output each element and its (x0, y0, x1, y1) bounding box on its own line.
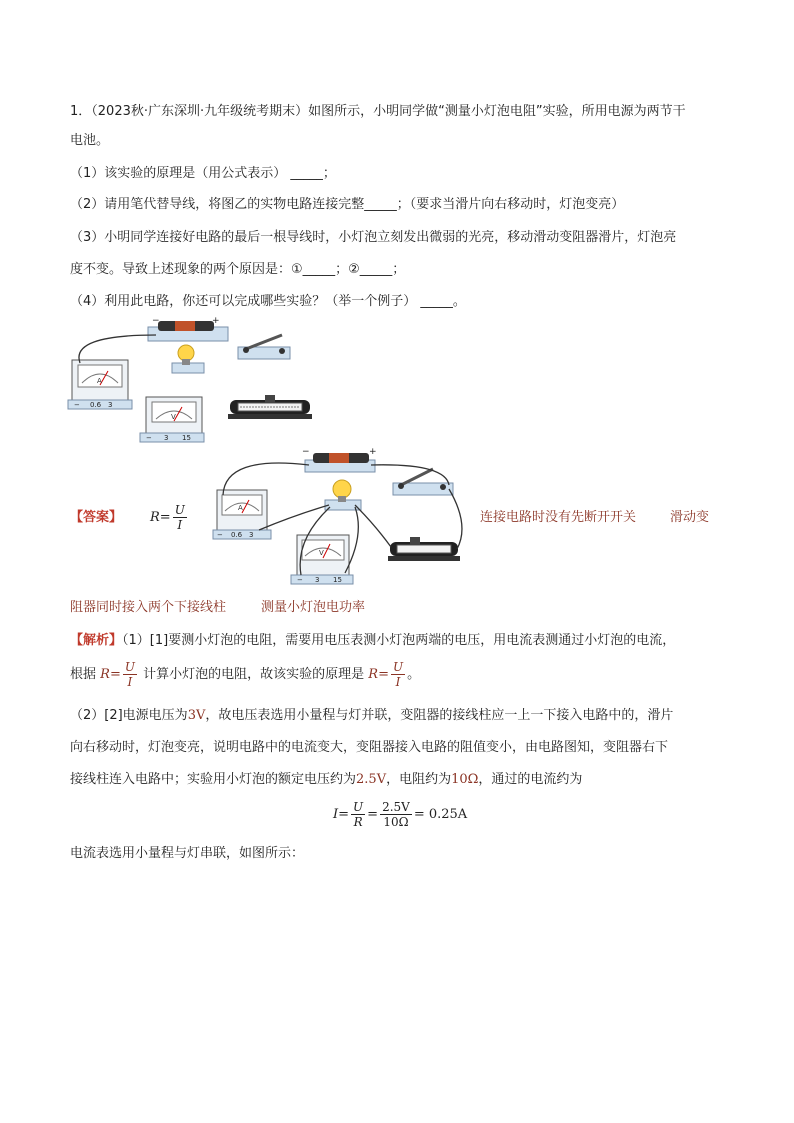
answer-fraction-num: U (174, 503, 185, 517)
analysis-line-5-post: ，通过的电流约为 (478, 772, 583, 787)
analysis-line-3-post: ，故电压表选用小量程与灯并联，变阻器的接线柱应一上一下接入电路中的，滑片 (205, 708, 674, 723)
analysis-line-5-mid: ，电阻约为 (386, 772, 452, 787)
answer-fraction-den: I (177, 518, 183, 532)
switch-answer (393, 469, 453, 495)
analysis-r-1: R (100, 667, 110, 682)
answer-fraction (173, 503, 187, 532)
voltmeter (140, 397, 204, 442)
battery-plus: + (212, 316, 220, 326)
voltmeter-tick-0: − (146, 434, 152, 442)
eq-fraction-2-num: 2.5V (382, 800, 410, 814)
figure-components (60, 315, 320, 445)
battery-minus: − (152, 316, 160, 326)
question-line-2: 电池。 (70, 133, 110, 148)
voltmeter-answer-tick-2: 15 (333, 576, 342, 584)
question-part-4: （4）利用此电路，你还可以完成哪些实验？（举一个例子） _____。 (70, 294, 466, 309)
analysis-line-5-resistance: 10Ω (451, 772, 479, 787)
voltmeter-tick-1: 3 (164, 434, 169, 442)
analysis-line-3-voltage: 3V (187, 708, 206, 723)
eq-fraction-1-num: U (353, 800, 364, 814)
answer-tag: 【答案】 (70, 510, 123, 525)
analysis-line-2-mid: 计算小灯泡的电阻，故该实验的原理是 (143, 667, 365, 682)
question-part-3a: （3）小明同学连接好电路的最后一根导线时，小灯泡立刻发出微弱的光亮，移动滑动变阻器滑片，灯泡亮 (70, 230, 677, 245)
voltmeter-answer-symbol: V (319, 549, 324, 557)
answer-text-1: 连接电路时没有先断开开关 (480, 510, 637, 525)
analysis-line-3-pre: （2）[2]电源电压为 (70, 708, 188, 723)
ammeter-answer-tick-0: − (217, 531, 223, 539)
analysis-fraction-2 (391, 660, 405, 689)
eq-result: = 0.25A (413, 807, 468, 822)
analysis-line-1 (70, 631, 675, 651)
analysis-line-4: 向右移动时，灯泡变亮，说明电路中的电流变大，变阻器接入电路的阻值变小，由电路图知，变阻器右下 (70, 740, 669, 755)
analysis-line-3 (70, 706, 673, 726)
question-line-1: 1．（2023秋·广东深圳·九年级统考期末）如图所示，小明同学做“测量小灯泡电阻”实验，所用电源为两节干 (70, 104, 686, 119)
answer-text-4: 测量小灯泡电功率 (261, 600, 366, 615)
bulb (172, 345, 204, 373)
switch (238, 335, 290, 359)
eq-fraction-2-den: 10Ω (383, 815, 409, 829)
question-part-2: （2）请用笔代替导线，将图乙的实物电路连接完整_____；（要求当滑片向右移动时，灯泡变亮） (70, 197, 625, 212)
question-part-3b: 度不变。导致上述现象的两个原因是：①_____；②_____； (70, 262, 406, 277)
voltmeter-symbol: V (171, 413, 176, 421)
figure-answer-circuit (205, 445, 470, 590)
battery-answer (302, 447, 377, 472)
ammeter-tick-1: 0.6 (90, 401, 102, 409)
analysis-fraction-1-num: U (124, 660, 135, 674)
analysis-fraction-1-den: I (127, 675, 133, 689)
ammeter-tick-0: − (74, 401, 80, 409)
analysis-eq-2: = (378, 667, 389, 682)
eq-i: I (333, 807, 339, 822)
analysis-fraction-1 (123, 660, 137, 689)
voltmeter-answer-tick-1: 3 (315, 576, 320, 584)
analysis-fraction-2-num: U (392, 660, 404, 674)
ammeter-answer-tick-1: 0.6 (231, 531, 243, 539)
analysis-tag: 【解析】 (70, 633, 123, 648)
answer-formula (150, 503, 189, 533)
analysis-line-2-end: 。 (407, 667, 421, 682)
analysis-fraction-2-den: I (395, 675, 401, 689)
ammeter (68, 360, 132, 409)
analysis-eq-1: = (109, 667, 121, 682)
analysis-line-2-pre: 根据 (70, 667, 97, 682)
rheostat-answer (388, 537, 460, 561)
analysis-line-1-text: （1）[1]要测小灯泡的电阻，需要用电压表测小灯泡两端的电压，用电流表测通过小灯泡的电流， (122, 633, 676, 648)
battery-answer-plus: + (369, 447, 377, 457)
answer-formula-eq: = (159, 510, 171, 525)
analysis-line-5-voltage: 2.5V (356, 772, 387, 787)
ammeter-answer-tick-2: 3 (249, 531, 254, 539)
analysis-line-5 (70, 770, 582, 790)
ammeter-answer (213, 490, 271, 539)
battery-answer-minus: − (302, 447, 310, 457)
answer-formula-lhs: R (150, 510, 160, 525)
eq-equals-1: = (338, 807, 350, 822)
analysis-line-7: 电流表选用小量程与灯串联，如图所示： (70, 846, 305, 861)
analysis-line-5-pre: 接线柱连入电路中；实验用小灯泡的额定电压约为 (70, 772, 357, 787)
voltmeter-answer-tick-0: − (297, 576, 303, 584)
ammeter-symbol: A (97, 377, 102, 385)
answer-text-3: 阻器同时接入两个下接线柱 (70, 600, 227, 615)
eq-fraction-1 (351, 800, 365, 829)
question-part-1: （1）该实验的原理是（用公式表示） _____； (70, 166, 336, 181)
eq-fraction-2 (380, 800, 412, 829)
analysis-r-2: R (368, 667, 379, 682)
analysis-line-2 (70, 659, 420, 691)
answer-text-2: 滑动变 (670, 510, 710, 525)
current-equation (333, 798, 467, 832)
eq-equals-2: = (367, 807, 379, 822)
eq-fraction-1-den: R (353, 815, 363, 829)
battery (148, 316, 228, 341)
rheostat (228, 395, 312, 419)
ammeter-tick-2: 3 (108, 401, 113, 409)
ammeter-answer-symbol: A (238, 504, 243, 512)
voltmeter-tick-2: 15 (182, 434, 191, 442)
